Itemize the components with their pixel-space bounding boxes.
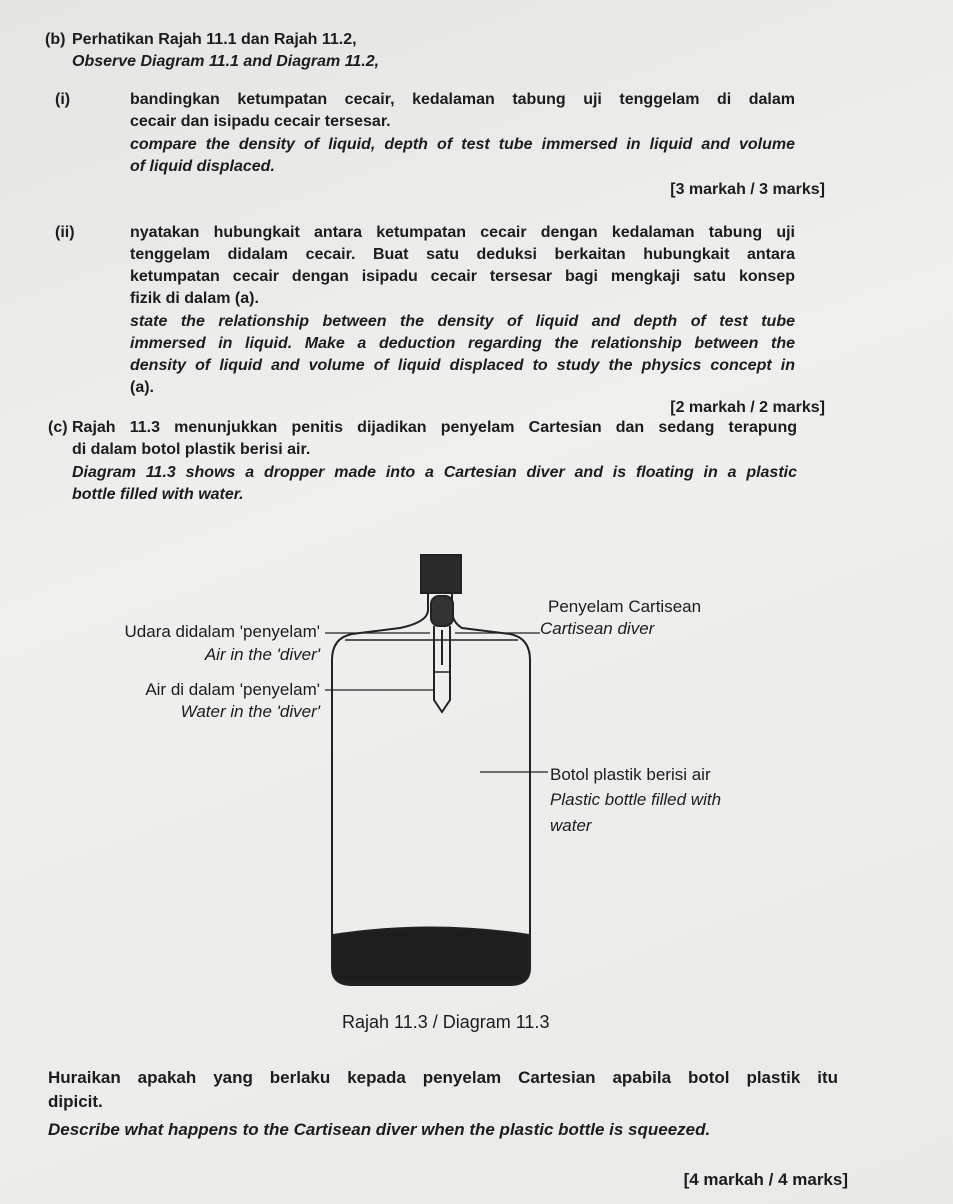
q-ii-ms-2: tenggelam didalam cecair. Buat satu deduksi berkaitan hubungkait antara [130,246,795,263]
q-ii-label: (ii) [55,224,75,241]
label-bottle-en-2: water [550,816,592,835]
part-b-text-ms: Perhatikan Rajah 11.1 dan Rajah 11.2, [72,31,357,48]
q-ii-en-4: (a). [130,379,154,396]
label-diver-en: Cartisean diver [540,619,655,638]
bottle-outline [332,593,530,985]
bottle-cap [421,555,461,593]
part-c-en-2: bottle filled with water. [72,486,244,503]
q-ii-marks: [2 markah / 2 marks] [670,399,825,416]
q-ii-en-2: immersed in liquid. Make a deduction regarding the relationship between the [130,335,795,352]
part-c-en-1: Diagram 11.3 shows a dropper made into a Cartesian diver and is floating in a plastic [72,464,797,481]
bottle-base [333,928,529,985]
q-i-ms-2: cecair dan isipadu cecair tersesar. [130,113,391,130]
q-i-label: (i) [55,91,71,108]
final-q-ms-2: dipicit. [48,1092,103,1111]
label-water-en: Water in the 'diver' [180,702,320,721]
part-b-text-en: Observe Diagram 11.1 and Diagram 11.2, [72,53,380,70]
part-c-ms-1: Rajah 11.3 menunjukkan penitis dijadikan penyelam Cartesian dan sedang terapung [72,419,797,436]
q-ii-en-1: state the relationship between the density of liquid and depth of test tube [130,313,795,330]
label-bottle-ms: Botol plastik berisi air [550,765,711,784]
label-bottle-en-1: Plastic bottle filled with [550,790,722,809]
q-i-en-1: compare the density of liquid, depth of test tube immersed in liquid and volume [130,136,795,153]
final-q-marks: [4 markah / 4 marks] [683,1170,848,1189]
label-diver-ms: Penyelam Cartisean [548,597,702,616]
final-q-ms-1: Huraikan apakah yang berlaku kepada penyelam Cartesian apabila botol plastik itu [48,1068,838,1087]
part-c-ms-2: di dalam botol plastik berisi air. [72,441,311,458]
q-ii-ms-4: fizik di dalam (a). [130,290,259,307]
q-ii-ms-3: ketumpatan cecair dengan isipadu cecair tersesar bagi mengkaji satu konsep [130,268,795,285]
part-c-label: (c) [48,419,68,436]
q-i-en-2: of liquid displaced. [130,158,275,175]
diagram-caption: Rajah 11.3 / Diagram 11.3 [342,1012,550,1032]
part-b-label: (b) [45,31,66,48]
final-q-en: Describe what happens to the Cartisean diver when the plastic bottle is squeezed. [48,1120,711,1139]
label-air-en: Air in the 'diver' [204,645,320,664]
diver-bulb [431,596,453,626]
q-i-marks: [3 markah / 3 marks] [670,181,825,198]
label-air-ms: Udara didalam 'penyelam' [124,622,320,641]
diver [431,596,453,712]
q-ii-ms-1: nyatakan hubungkait antara ketumpatan cecair dengan kedalaman tabung uji [130,224,795,241]
q-ii-en-3: density of liquid and volume of liquid displaced to study the physics concept in [130,357,795,374]
q-i-ms-1: bandingkan ketumpatan cecair, kedalaman tabung uji tenggelam di dalam [130,91,795,108]
label-water-ms: Air di dalam 'penyelam' [145,680,320,699]
